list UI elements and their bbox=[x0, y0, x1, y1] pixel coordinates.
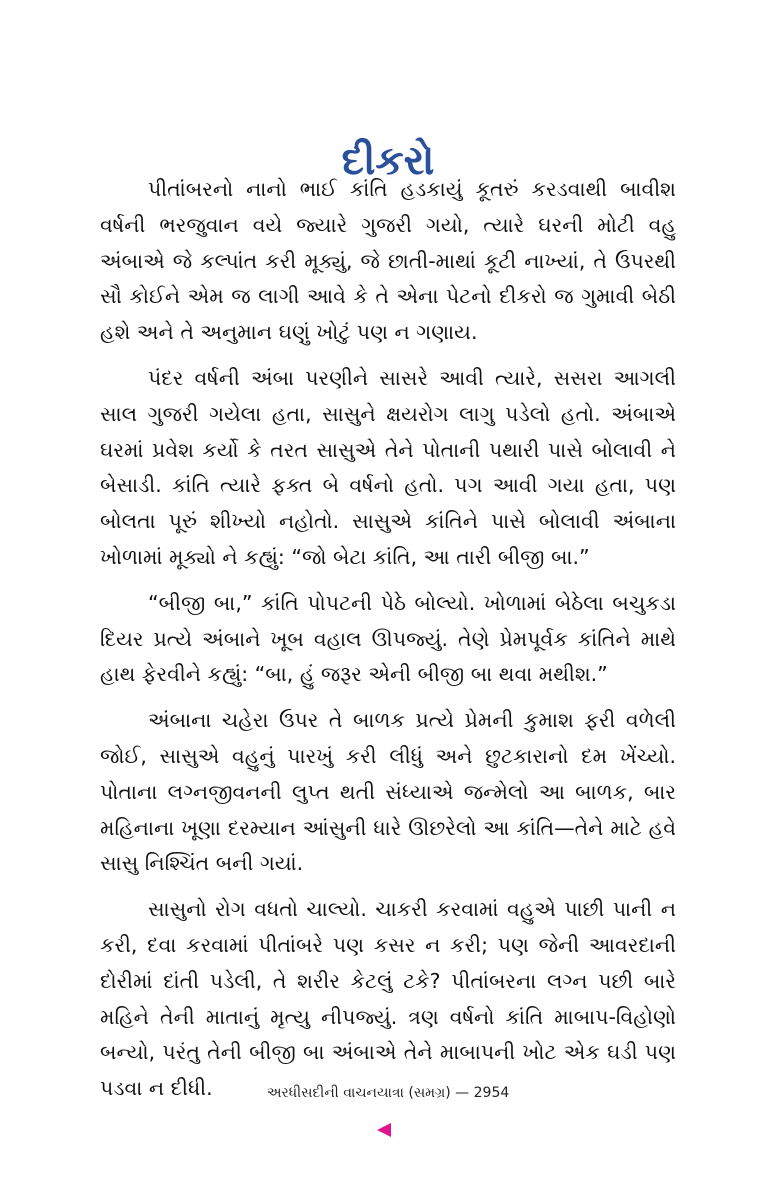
paragraph-3: “બીજી બા,” કાંતિ પોપટની પેઠે બોલ્યો. ખોળામાં બેઠેલા બચુકડા દિયર પ્રત્યે અંબાને ખૂબ વહાલ ઊપજ્યું. તેણે પ્રેમપૂર્વક કાંતિને માથે હાથ ફેરવીને કહ્યું: “બા, હું જરૂર એની બીજી બા થવા મથીશ.” bbox=[100, 590, 676, 687]
paragraph-1: પીતાંબરનો નાનો ભાઈ કાંતિ હડકાયું કૂતરું કરડવાથી બાવીશ વર્ષની ભરજુવાન વયે જ્યારે ગુજરી ગયો, ત્યારે ઘરની મોટી વહુ અંબાએ જે કલ્પાંત કરી મૂક્યું, જે છાતી-માથાં કૂટી નાખ્યાં, તે ઉપરથી સૌ કોઈને એમ જ લાગી આવે કે તે એના પેટનો દીકરો જ ગુમાવી બેઠી હશે અને તે અનુમાન ઘણું ખોટું પણ ન ગણાય. bbox=[100, 177, 676, 345]
page-title: દીકરો bbox=[341, 137, 435, 184]
previous-page-triangle-left-icon[interactable] bbox=[377, 1123, 391, 1137]
paragraph-5: સાસુનો રોગ વધતો ચાલ્યો. ચાકરી કરવામાં વહુએ પાછી પાની ન કરી, દવા કરવામાં પીતાંબરે પણ કસર ન કરી; પણ જેની આવરદાની દોરીમાં દાંતી પડેલી, તે શરીર કેટલું ટકે? પીતાંબરના લગ્ન પછી બારે મહિને તેની માતાનું મૃત્યુ નીપજ્યું. ત્રણ વર્ષનો કાંતિ માબાપ-વિહોણો બન્યો, પરંતુ તેની બીજી બા અંબાએ તેને માબાપની ખોટ એક ઘડી પણ પડવા ન દીધી. bbox=[100, 897, 676, 1101]
story-body bbox=[100, 172, 676, 1117]
paragraph-2: પંદર વર્ષની અંબા પરણીને સાસરે આવી ત્યારે, સસરા આગલી સાલ ગુજરી ગયેલા હતા, સાસુને ક્ષયરોગ લાગુ પડેલો હતો. અંબાએ ઘરમાં પ્રવેશ કર્યો કે તરત સાસુએ તેને પોતાની પથારી પાસે બોલાવી ને બેસાડી. કાંતિ ત્યારે ફક્ત બે વર્ષનો હતો. પગ આવી ગયા હતા, પણ બોલતા પૂરું શીખ્યો નહોતો. સાસુએ કાંતિને પાસે બોલાવી અંબાના ખોળામાં મૂક્યો ને કહ્યું: “જો બેટા કાંતિ, આ તારી બીજી બા.” bbox=[100, 365, 676, 569]
paragraph-4: અંબાના ચહેરા ઉપર તે બાળક પ્રત્યે પ્રેમની કુમાશ ફરી વળેલી જોઈ, સાસુએ વહુનું પારખું કરી લીધું અને છુટકારાનો દમ ખેંચ્યો. પોતાના લગ્નજીવનની લુપ્ત થતી સંધ્યાએ જન્મેલો આ બાળક, બાર મહિનાના ખૂણા દરમ્યાન આંસુની ધારે ઊછરેલો આ કાંતિ—તેને માટે હવે સાસુ નિશ્ચિંત બની ગયાં. bbox=[100, 708, 676, 876]
page-footer: અરધીસદીની વાચનયાત્રા (સમગ્ર) — 2954 bbox=[266, 1085, 510, 1101]
